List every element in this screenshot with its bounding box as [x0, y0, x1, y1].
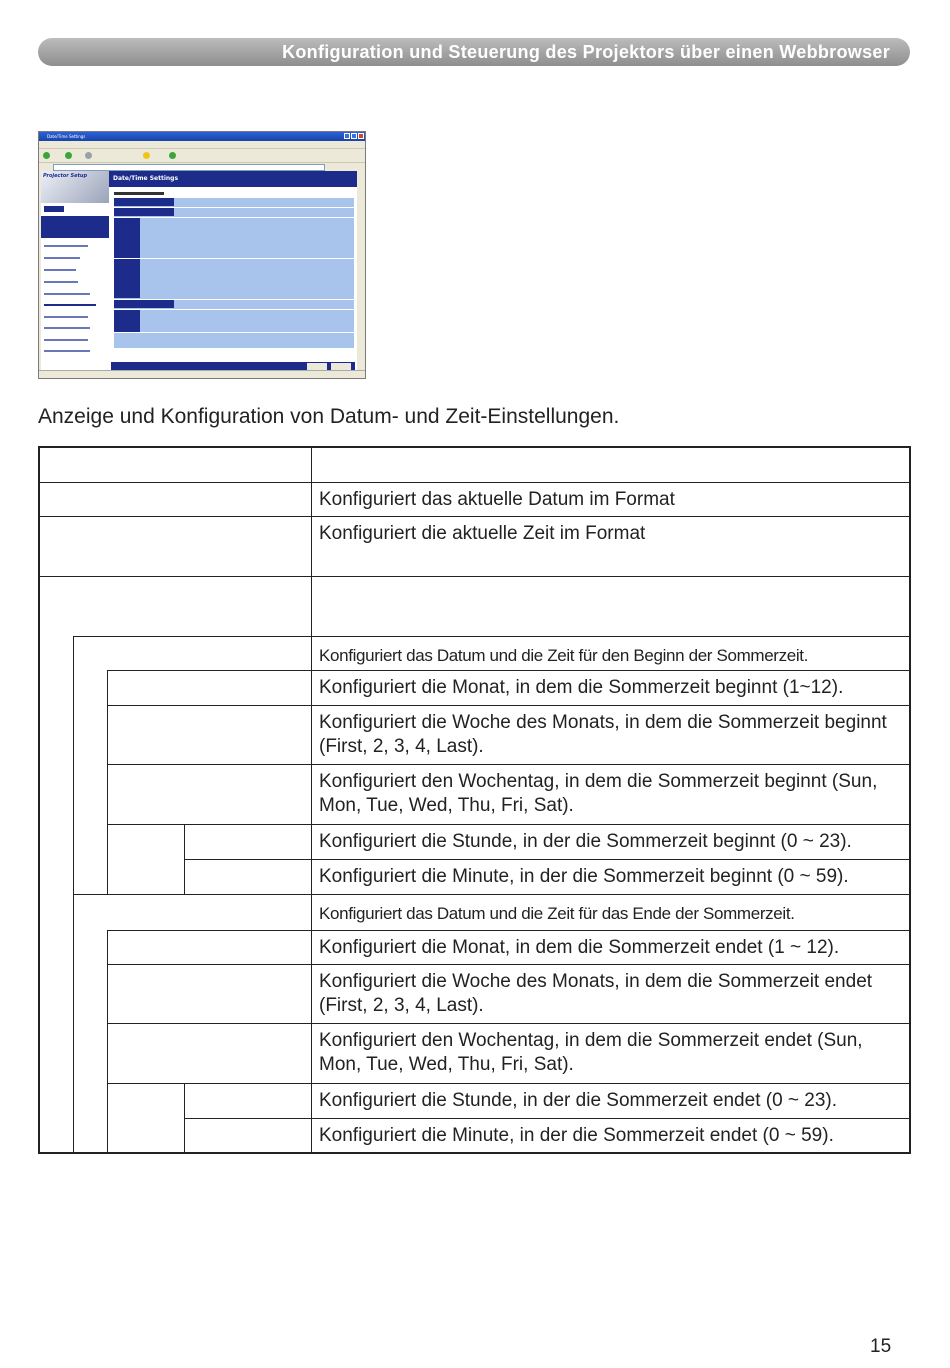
table-cell: Konfiguriert den Wochentag, in dem die Sommerzeit endet (Sun, Mon, Tue, Wed, Thu, Fri, Sat). — [319, 1030, 863, 1075]
table-border — [38, 446, 911, 448]
sidebar-item — [44, 293, 90, 295]
projector-logo-text: Projector Setup — [43, 173, 88, 179]
table-row-divider — [107, 670, 911, 671]
table-row-divider — [107, 1023, 911, 1024]
table-row-divider — [107, 930, 911, 931]
table-cell: Konfiguriert die Minute, in der die Sommerzeit beginnt (0 ~ 59). — [319, 866, 849, 887]
table-column-divider — [73, 636, 74, 1154]
sidebar-item — [44, 327, 90, 329]
grid-divider — [114, 299, 354, 300]
sidebar-item — [44, 350, 90, 352]
table-row-divider — [38, 576, 911, 577]
browser-address-bar — [39, 162, 365, 171]
grid-divider — [114, 258, 354, 259]
browser-title-bar — [39, 132, 365, 141]
page-number: 15 — [870, 1336, 892, 1357]
grid-divider — [114, 207, 354, 208]
table-row-divider — [73, 894, 911, 895]
window-controls — [344, 133, 364, 139]
table-cell — [312, 576, 910, 636]
sidebar-item — [44, 245, 88, 247]
browser-page-area — [41, 171, 357, 371]
media-icon — [169, 152, 176, 159]
sidebar-item — [44, 269, 76, 271]
page-banner: Date/Time Settings — [109, 171, 357, 187]
table-cell: Konfiguriert die Woche des Monats, in dem die Sommerzeit endet (First, 2, 3, 4, Last). — [319, 971, 873, 1016]
section-header-title: Konfiguration und Steuerung des Projektors über einen Webbrowser — [282, 42, 890, 62]
form-subtitle — [114, 192, 164, 195]
sidebar-item — [44, 339, 88, 341]
projector-logo — [41, 171, 109, 203]
table-row-divider — [73, 636, 911, 637]
section-caption: Anzeige und Konfiguration von Datum- und Zeit-Einstellungen. — [38, 405, 620, 428]
browser-toolbar — [39, 148, 365, 162]
grid-divider — [114, 217, 354, 218]
table-row-divider — [107, 764, 911, 765]
table-cell: Konfiguriert das aktuelle Datum im Format — [319, 489, 675, 510]
table-cell: Konfiguriert den Wochentag, in dem die Sommerzeit beginnt (Sun, Mon, Tue, Wed, Thu, Fri, Sat). — [319, 771, 878, 816]
table-row-divider — [38, 482, 911, 483]
grid-divider — [114, 332, 354, 333]
section-header-bar — [38, 38, 910, 66]
browser-window-title: Date/Time Settings — [47, 134, 86, 139]
grid-label — [114, 310, 140, 332]
table-cell: Konfiguriert das Datum und die Zeit für den Beginn der Sommerzeit. — [319, 646, 809, 665]
grid-label — [114, 198, 174, 206]
table-cell: Konfiguriert die Stunde, in der die Sommerzeit beginnt (0 ~ 23). — [319, 831, 852, 852]
sidebar-item — [44, 316, 88, 318]
apply-button — [307, 363, 327, 370]
grid-label — [114, 300, 174, 308]
table-row-divider — [107, 964, 911, 965]
logout-button — [44, 206, 64, 212]
sidebar-item — [44, 257, 80, 259]
table-border — [38, 446, 40, 1154]
table-row-divider — [184, 859, 911, 860]
table-row-divider — [107, 705, 911, 706]
settings-grid — [114, 198, 354, 348]
sidebar-item — [44, 281, 78, 283]
table-cell: Konfiguriert die Woche des Monats, in dem die Sommerzeit beginnt (First, 2, 3, 4, Last). — [319, 712, 887, 757]
web-ui-screenshot — [38, 131, 366, 379]
table-column-divider — [311, 446, 312, 1154]
table-cell: Konfiguriert die aktuelle Zeit im Format — [319, 523, 646, 544]
table-row-divider — [107, 1083, 911, 1084]
table-cell: Konfiguriert das Datum und die Zeit für das Ende der Sommerzeit. — [319, 904, 795, 923]
refresh-icon — [85, 152, 92, 159]
reset-button — [331, 363, 351, 370]
table-cell: Konfiguriert die Monat, in dem die Sommerzeit endet (1 ~ 12). — [319, 937, 840, 958]
table-cell: Konfiguriert die Minute, in der die Sommerzeit endet (0 ~ 59). — [319, 1125, 834, 1146]
sidebar-top-section — [41, 216, 109, 238]
favorites-icon — [143, 152, 150, 159]
browser-status-bar — [39, 370, 365, 378]
table-cell: Konfiguriert die Monat, in dem die Sommerzeit beginnt (1~12). — [319, 677, 844, 698]
settings-table — [38, 446, 911, 1154]
table-row-divider — [184, 1118, 911, 1119]
back-icon — [43, 152, 50, 159]
browser-menu-bar — [39, 141, 365, 148]
settings-form — [111, 189, 355, 371]
forward-icon — [65, 152, 72, 159]
table-cell: Konfiguriert die Stunde, in der die Sommerzeit endet (0 ~ 23). — [319, 1090, 838, 1111]
table-border — [38, 1152, 911, 1154]
table-column-divider — [107, 670, 108, 894]
table-row-divider — [38, 516, 911, 517]
table-row-divider — [107, 824, 911, 825]
grid-label — [114, 208, 174, 216]
table-border — [909, 446, 911, 1154]
table-header-cell — [312, 446, 910, 482]
sidebar-item — [44, 304, 96, 306]
grid-divider — [114, 309, 354, 310]
address-field — [53, 164, 325, 171]
settings-sidebar — [41, 203, 109, 371]
